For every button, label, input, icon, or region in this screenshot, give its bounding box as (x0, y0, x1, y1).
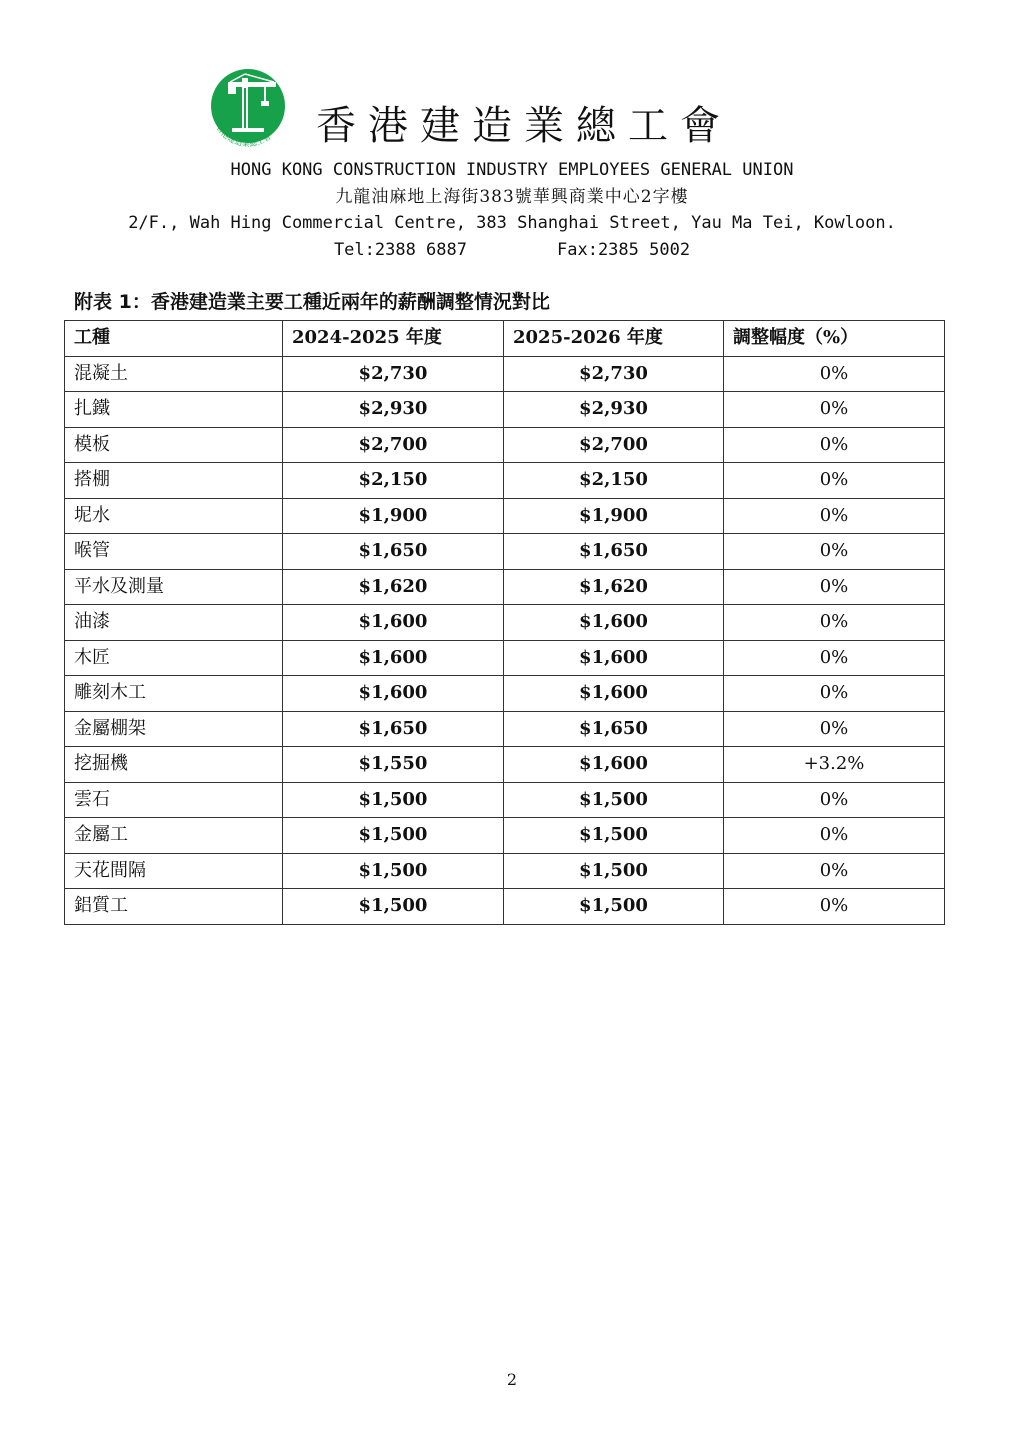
wage-2025-2026-cell: $1,500 (504, 889, 724, 925)
trade-cell: 混凝土 (65, 356, 283, 392)
table-header-row (65, 321, 945, 357)
svg-text:香港建造業總工會: 香港建造業總工會 (214, 123, 273, 149)
change-cell: 0% (724, 534, 945, 570)
wage-2024-2025-cell: $2,150 (283, 463, 504, 499)
union-title-zh: 香港建造業總工會 (316, 103, 732, 149)
trade-cell: 油漆 (65, 605, 283, 641)
wage-2025-2026-cell: $1,650 (504, 711, 724, 747)
wage-2025-2026-cell: $1,600 (504, 605, 724, 641)
trade-cell: 扎鐵 (65, 392, 283, 428)
fax-number: Fax:2385 5002 (557, 240, 691, 260)
change-cell: 0% (724, 392, 945, 428)
change-cell: 0% (724, 356, 945, 392)
wage-2024-2025-cell: $1,600 (283, 605, 504, 641)
header-change: 調整幅度（%） (724, 321, 945, 357)
wage-2025-2026-cell: $1,650 (504, 534, 724, 570)
wage-2024-2025-cell: $2,730 (283, 356, 504, 392)
table-row (65, 427, 945, 463)
table-row (65, 782, 945, 818)
wage-2025-2026-cell: $1,600 (504, 640, 724, 676)
tel-number: Tel:2388 6887 (333, 240, 467, 260)
wage-2025-2026-cell: $1,600 (504, 676, 724, 712)
wage-2025-2026-cell: $2,730 (504, 356, 724, 392)
table-row (65, 818, 945, 854)
wage-2025-2026-cell: $1,500 (504, 782, 724, 818)
wage-2024-2025-cell: $1,900 (283, 498, 504, 534)
trade-cell: 喉管 (65, 534, 283, 570)
wage-2024-2025-cell: $1,600 (283, 640, 504, 676)
change-cell: 0% (724, 676, 945, 712)
crane-logo-icon (206, 66, 290, 150)
letterhead (0, 0, 1024, 270)
header-trade: 工種 (65, 321, 283, 357)
table-row (65, 747, 945, 783)
change-cell: 0% (724, 782, 945, 818)
change-cell: 0% (724, 853, 945, 889)
wage-2024-2025-cell: $1,500 (283, 818, 504, 854)
trade-cell: 搭棚 (65, 463, 283, 499)
change-cell: 0% (724, 463, 945, 499)
trade-cell: 鋁質工 (65, 889, 283, 925)
address-zh: 九龍油麻地上海街383號華興商業中心2字樓 (335, 187, 689, 207)
table-caption: 附表 1：香港建造業主要工種近兩年的薪酬調整情況對比 (74, 291, 550, 313)
wage-2024-2025-cell: $1,600 (283, 676, 504, 712)
change-cell: 0% (724, 818, 945, 854)
table-row (65, 640, 945, 676)
change-cell: 0% (724, 889, 945, 925)
change-cell: 0% (724, 640, 945, 676)
wage-2024-2025-cell: $2,700 (283, 427, 504, 463)
wage-2024-2025-cell: $2,930 (283, 392, 504, 428)
table-row (65, 498, 945, 534)
contact-line (0, 238, 1024, 262)
wage-2024-2025-cell: $1,620 (283, 569, 504, 605)
table-row (65, 605, 945, 641)
table-row (65, 711, 945, 747)
trade-cell: 平水及測量 (65, 569, 283, 605)
wage-2025-2026-cell: $1,600 (504, 747, 724, 783)
wage-2025-2026-cell: $1,500 (504, 818, 724, 854)
union-title-en: HONG KONG CONSTRUCTION INDUSTRY EMPLOYEES GENERAL UNION (230, 160, 794, 180)
table-row (65, 889, 945, 925)
header-2025-2026: 2025-2026 年度 (504, 321, 724, 357)
wage-2025-2026-cell: $1,900 (504, 498, 724, 534)
change-cell: 0% (724, 569, 945, 605)
wage-2024-2025-cell: $1,500 (283, 853, 504, 889)
wage-2025-2026-cell: $2,700 (504, 427, 724, 463)
wage-2024-2025-cell: $1,500 (283, 782, 504, 818)
wage-comparison-table (64, 320, 945, 925)
change-cell: +3.2% (724, 747, 945, 783)
trade-cell: 雲石 (65, 782, 283, 818)
table-row (65, 676, 945, 712)
trade-cell: 金屬工 (65, 818, 283, 854)
wage-2024-2025-cell: $1,550 (283, 747, 504, 783)
table-row (65, 392, 945, 428)
change-cell: 0% (724, 711, 945, 747)
table-body (65, 356, 945, 924)
change-cell: 0% (724, 427, 945, 463)
wage-2024-2025-cell: $1,500 (283, 889, 504, 925)
table-row (65, 853, 945, 889)
trade-cell: 模板 (65, 427, 283, 463)
header-2024-2025: 2024-2025 年度 (283, 321, 504, 357)
page-number: 2 (506, 1370, 518, 1389)
change-cell: 0% (724, 605, 945, 641)
table-row (65, 569, 945, 605)
table-row (65, 356, 945, 392)
trade-cell: 金屬棚架 (65, 711, 283, 747)
wage-2025-2026-cell: $2,150 (504, 463, 724, 499)
wage-2025-2026-cell: $2,930 (504, 392, 724, 428)
table-row (65, 463, 945, 499)
trade-cell: 天花間隔 (65, 853, 283, 889)
trade-cell: 坭水 (65, 498, 283, 534)
wage-2024-2025-cell: $1,650 (283, 711, 504, 747)
trade-cell: 挖掘機 (65, 747, 283, 783)
wage-2024-2025-cell: $1,650 (283, 534, 504, 570)
wage-2025-2026-cell: $1,620 (504, 569, 724, 605)
table-row (65, 534, 945, 570)
trade-cell: 木匠 (65, 640, 283, 676)
trade-cell: 雕刻木工 (65, 676, 283, 712)
wage-2025-2026-cell: $1,500 (504, 853, 724, 889)
change-cell: 0% (724, 498, 945, 534)
address-en: 2/F., Wah Hing Commercial Centre, 383 Shanghai Street, Yau Ma Tei, Kowloon. (128, 213, 896, 233)
